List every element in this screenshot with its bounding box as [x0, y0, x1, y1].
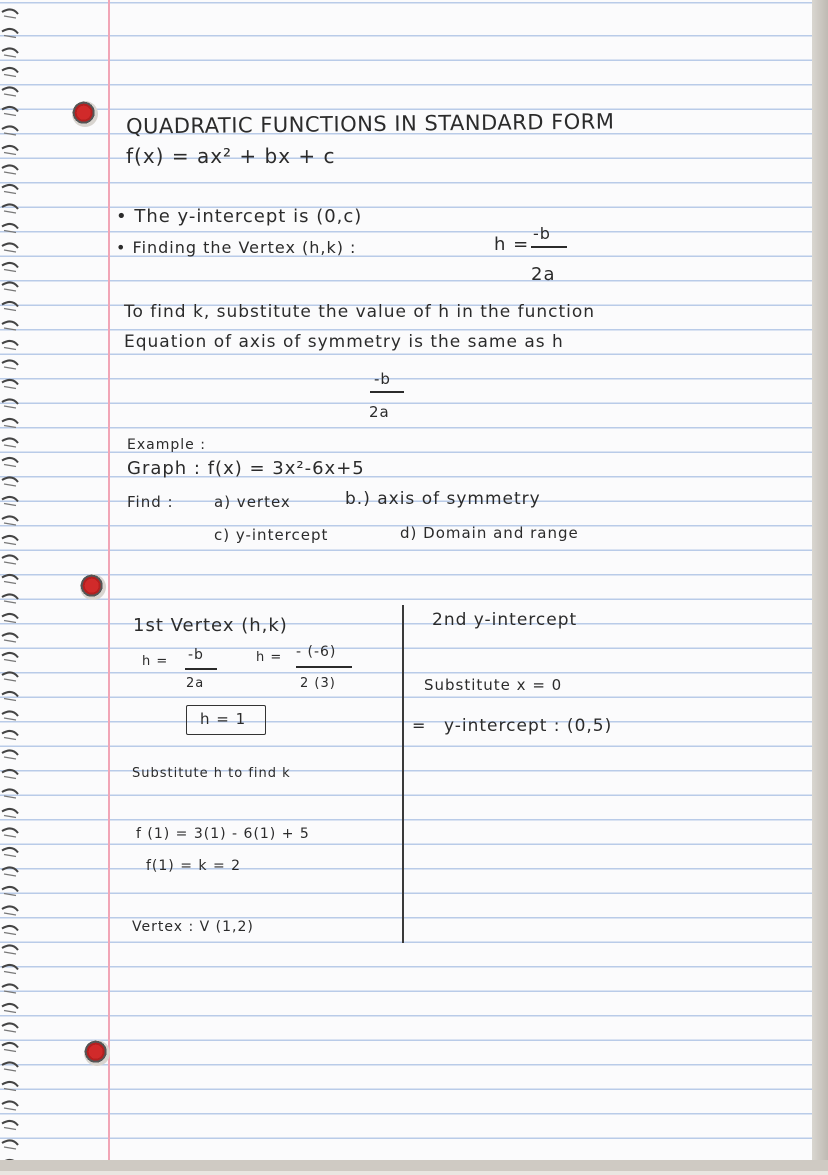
step1-h2-denominator: 2 (3) [300, 676, 336, 691]
bullet-y-intercept: • The y-intercept is (0,c) [116, 206, 363, 227]
spiral-coil [2, 594, 18, 599]
spiral-coil-shadow [4, 1089, 16, 1091]
step1-h1-denominator: 2a [186, 676, 205, 691]
spiral-coil [2, 750, 18, 755]
spiral-coil [2, 243, 18, 248]
spiral-coil [2, 497, 18, 502]
spiral-coil [2, 380, 18, 385]
vertex-h-fraction-bar [531, 246, 567, 248]
vertex-h-label: h = [494, 234, 530, 255]
spiral-coil-shadow [4, 972, 16, 974]
spiral-coil [2, 1140, 18, 1145]
spiral-coil-shadow [4, 192, 16, 194]
find-item-vertex: a) vertex [214, 493, 291, 511]
spiral-coil [2, 399, 18, 404]
step1-substitute-note: Substitute h to find k [132, 766, 291, 781]
spiral-coil [2, 692, 18, 697]
spiral-coil [2, 263, 18, 268]
spiral-coil-shadow [4, 913, 16, 915]
step1-title: 1st Vertex (h,k) [133, 615, 288, 636]
find-item-y-intercept: c) y-intercept [214, 526, 329, 544]
spiral-coil [2, 185, 18, 190]
step1-calculation-1: f (1) = 3(1) - 6(1) + 5 [136, 826, 310, 842]
spiral-coil [2, 29, 18, 34]
vertex-h-denominator: 2a [531, 264, 556, 285]
spiral-coil-shadow [4, 250, 16, 252]
spiral-coil-shadow [4, 933, 16, 935]
spiral-coil [2, 887, 18, 892]
spiral-coil [2, 477, 18, 482]
spiral-coil-shadow [4, 562, 16, 564]
spiral-coil-shadow [4, 445, 16, 447]
spiral-coil-shadow [4, 211, 16, 213]
spiral-coil [2, 828, 18, 833]
spiral-coil [2, 653, 18, 658]
spiral-coil [2, 711, 18, 716]
spiral-coil-shadow [4, 777, 16, 779]
spiral-coil-shadow [4, 465, 16, 467]
spiral-coil [2, 458, 18, 463]
step1-h1-fraction-bar [185, 668, 217, 670]
spiral-coil-shadow [4, 309, 16, 311]
page-bottom-edge [0, 1160, 828, 1171]
step1-h2-label: h = [256, 650, 283, 665]
step1-result: h = 1 [200, 710, 247, 728]
spiral-coil [2, 302, 18, 307]
spiral-coil-shadow [4, 874, 16, 876]
step2-result: y-intercept : (0,5) [444, 716, 613, 736]
binder-hole-bottom [84, 1040, 110, 1066]
spiral-coil [2, 945, 18, 950]
spiral-coil-shadow [4, 484, 16, 486]
spiral-coil [2, 48, 18, 53]
spiral-coil [2, 1082, 18, 1087]
spiral-coil [2, 87, 18, 92]
spiral-coil-shadow [4, 757, 16, 759]
vertex-h-numerator: -b [533, 224, 551, 243]
spiral-coil-shadow [4, 55, 16, 57]
spiral-coil [2, 1043, 18, 1048]
spiral-coil-shadow [4, 523, 16, 525]
spiral-coil-shadow [4, 1128, 16, 1130]
spiral-coil [2, 146, 18, 151]
spiral-coil-shadow [4, 426, 16, 428]
graph-function: Graph : f(x) = 3x²-6x+5 [127, 458, 365, 479]
spiral-coil-shadow [4, 231, 16, 233]
spiral-coil [2, 360, 18, 365]
spiral-coil-shadow [4, 1108, 16, 1110]
spiral-coil-shadow [4, 816, 16, 818]
spiral-binding [0, 0, 22, 1171]
margin-line [108, 0, 110, 1160]
spiral-coil [2, 555, 18, 560]
find-k-sentence: To find k, substitute the value of h in the function [124, 302, 596, 322]
spiral-coil-shadow [4, 660, 16, 662]
example-label: Example : [127, 437, 206, 453]
spiral-coil-shadow [4, 172, 16, 174]
step2-equals-mark: = [412, 716, 427, 735]
spiral-coil [2, 809, 18, 814]
axis-numerator: -b [374, 370, 391, 388]
spiral-coil [2, 789, 18, 794]
spiral-coil-shadow [4, 835, 16, 837]
spiral-coil [2, 419, 18, 424]
spiral-coil-shadow [4, 601, 16, 603]
spiral-coils-icon [0, 0, 22, 1171]
spiral-coil-shadow [4, 894, 16, 896]
spiral-coil [2, 926, 18, 931]
spiral-coil-shadow [4, 1030, 16, 1032]
spiral-coil [2, 906, 18, 911]
spiral-coil-shadow [4, 36, 16, 38]
page-edge [812, 0, 828, 1171]
step1-h1-numerator: -b [188, 647, 204, 663]
spiral-coil [2, 282, 18, 287]
spiral-coil-shadow [4, 640, 16, 642]
spiral-coil-shadow [4, 1147, 16, 1149]
step2-substitute-note: Substitute x = 0 [424, 676, 563, 694]
spiral-coil [2, 731, 18, 736]
spiral-coil [2, 633, 18, 638]
spiral-coil-shadow [4, 1050, 16, 1052]
step1-vertex-result: Vertex : V (1,2) [132, 919, 254, 935]
spiral-coil [2, 107, 18, 112]
spiral-coil-shadow [4, 582, 16, 584]
binder-hole-middle [80, 574, 106, 600]
spiral-coil [2, 1004, 18, 1009]
spiral-coil-shadow [4, 387, 16, 389]
spiral-coil [2, 126, 18, 131]
axis-fraction-bar [370, 391, 404, 393]
bullet-finding-vertex: • Finding the Vertex (h,k) : [116, 238, 357, 257]
find-item-axis: b.) axis of symmetry [345, 489, 541, 509]
step1-h2-numerator: - (-6) [296, 644, 337, 660]
spiral-coil [2, 1101, 18, 1106]
spiral-coil [2, 614, 18, 619]
spiral-coil-shadow [4, 16, 16, 18]
spiral-coil-shadow [4, 289, 16, 291]
binder-hole-top [72, 101, 98, 127]
column-divider [402, 605, 404, 943]
step2-title: 2nd y-intercept [432, 610, 578, 630]
spiral-coil-shadow [4, 94, 16, 96]
spiral-coil [2, 1121, 18, 1126]
step1-h2-fraction-bar [296, 666, 352, 668]
spiral-coil-shadow [4, 328, 16, 330]
spiral-coil-shadow [4, 543, 16, 545]
spiral-coil-shadow [4, 270, 16, 272]
spiral-coil [2, 68, 18, 73]
page-title: QUADRATIC FUNCTIONS IN STANDARD FORM [125, 109, 615, 139]
spiral-coil-shadow [4, 348, 16, 350]
spiral-coil-shadow [4, 1069, 16, 1071]
spiral-coil [2, 672, 18, 677]
spiral-coil-shadow [4, 504, 16, 506]
spiral-coil-shadow [4, 855, 16, 857]
spiral-coil-shadow [4, 133, 16, 135]
spiral-coil-shadow [4, 679, 16, 681]
step1-h1-label: h = [142, 654, 169, 669]
step1-calculation-2: f(1) = k = 2 [146, 858, 242, 874]
spiral-coil [2, 224, 18, 229]
spiral-coil-shadow [4, 75, 16, 77]
spiral-coil-shadow [4, 699, 16, 701]
spiral-coil [2, 867, 18, 872]
spiral-coil-shadow [4, 952, 16, 954]
spiral-coil-shadow [4, 1011, 16, 1013]
spiral-coil-shadow [4, 406, 16, 408]
spiral-coil [2, 1023, 18, 1028]
spiral-coil [2, 341, 18, 346]
standard-form-equation: f(x) = ax² + bx + c [126, 144, 336, 168]
spiral-coil [2, 575, 18, 580]
axis-of-symmetry-sentence: Equation of axis of symmetry is the same as h [124, 332, 564, 352]
spiral-coil [2, 516, 18, 521]
spiral-coil [2, 848, 18, 853]
spiral-coil-shadow [4, 796, 16, 798]
spiral-coil [2, 984, 18, 989]
spiral-coil [2, 165, 18, 170]
spiral-coil-shadow [4, 114, 16, 116]
spiral-coil-shadow [4, 991, 16, 993]
axis-denominator: 2a [369, 403, 390, 421]
spiral-coil [2, 204, 18, 209]
spiral-coil [2, 965, 18, 970]
spiral-coil [2, 1062, 18, 1067]
spiral-coil [2, 536, 18, 541]
spiral-coil [2, 438, 18, 443]
spiral-coil-shadow [4, 367, 16, 369]
spiral-coil-shadow [4, 153, 16, 155]
find-label: Find : [127, 493, 174, 511]
spiral-coil [2, 770, 18, 775]
spiral-coil [2, 321, 18, 326]
spiral-coil-shadow [4, 738, 16, 740]
spiral-coil-shadow [4, 621, 16, 623]
find-item-domain-range: d) Domain and range [400, 524, 579, 542]
spiral-coil [2, 9, 18, 14]
spiral-coil-shadow [4, 718, 16, 720]
